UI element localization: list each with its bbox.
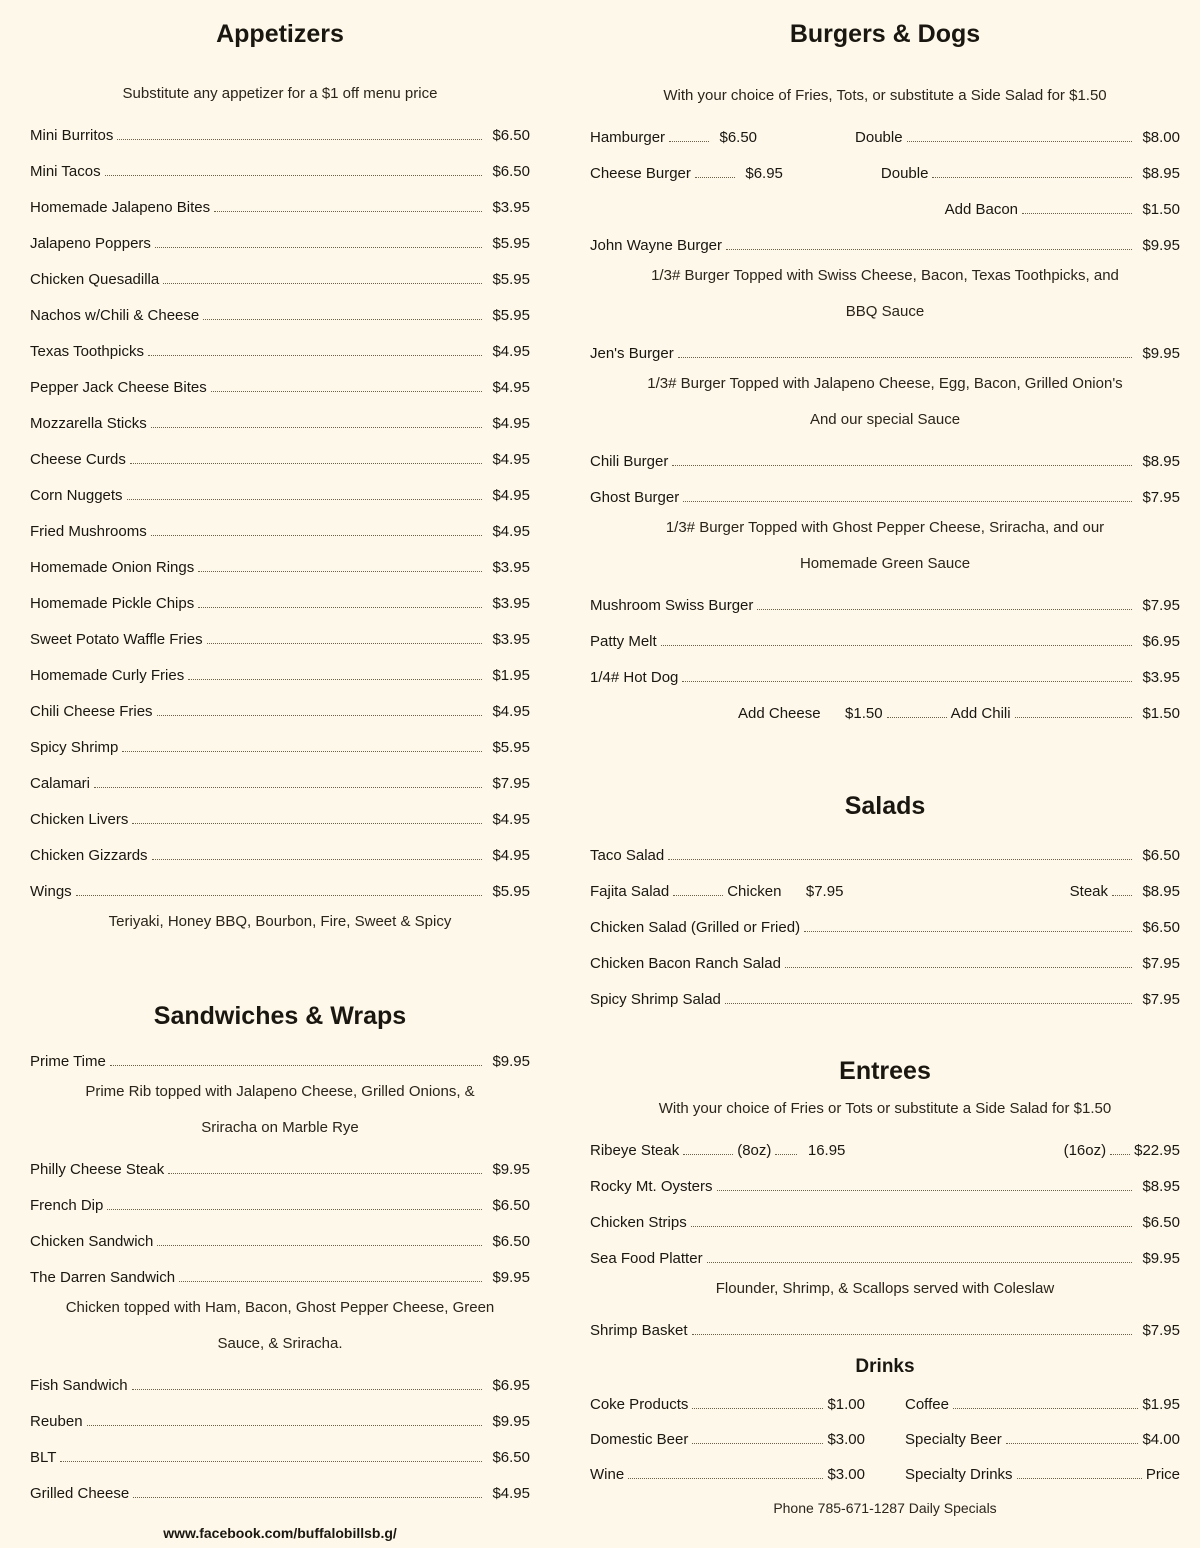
leader-dots: [155, 247, 482, 248]
item-name: Jen's Burger: [590, 345, 674, 362]
item-price: $4.95: [492, 487, 530, 504]
leader-dots: [130, 463, 482, 464]
menu-item: [30, 1218, 530, 1254]
appetizers-section: [30, 18, 530, 940]
drink-price: $4.00: [1142, 1431, 1180, 1448]
leader-dots: [1112, 895, 1132, 896]
menu-item: [30, 220, 530, 256]
ghost-burger-row: [590, 474, 1180, 510]
leader-dots: [672, 465, 1132, 466]
leader-dots: [692, 1443, 823, 1444]
leader-dots: [953, 1408, 1139, 1409]
burgers-title: Burgers & Dogs: [789, 20, 981, 48]
leader-dots: [683, 501, 1132, 502]
menu-item: [30, 436, 530, 472]
menu-item: [590, 940, 1180, 976]
item-price: $4.95: [492, 847, 530, 864]
drink-name: Specialty Drinks: [905, 1466, 1013, 1483]
item-name: Hamburger: [590, 129, 666, 146]
burgers-section: [590, 18, 1180, 726]
item-price: $3.95: [492, 199, 530, 216]
item-name: Add Bacon: [944, 201, 1018, 218]
leader-dots: [757, 609, 1132, 610]
drink-price: $1.00: [827, 1396, 865, 1413]
item-price: $9.95: [492, 1413, 530, 1430]
darren-note-2: Sauce, & Sriracha.: [217, 1335, 343, 1352]
leader-dots: [207, 643, 482, 644]
menu-item: [590, 976, 1180, 1012]
menu-item: [30, 256, 530, 292]
steak-label: Steak: [1069, 883, 1108, 900]
salad-list: [590, 904, 1180, 1012]
item-name: The Darren Sandwich: [30, 1269, 176, 1286]
leader-dots: [87, 1425, 482, 1426]
leader-dots: [678, 357, 1132, 358]
leader-dots: [132, 1389, 482, 1390]
menu-item: [590, 904, 1180, 940]
item-price: $4.95: [492, 1485, 530, 1502]
salads-section: [590, 790, 1180, 1012]
menu-item: [590, 654, 1180, 690]
leader-dots: [628, 1478, 823, 1479]
prime-time-note-2: Sriracha on Marble Rye: [201, 1119, 359, 1136]
price-8oz: 16.95: [807, 1142, 846, 1159]
item-name: Ghost Burger: [590, 489, 680, 506]
leader-dots: [94, 787, 482, 788]
item-name: Fish Sandwich: [30, 1377, 128, 1394]
item-name: Chicken Livers: [30, 811, 129, 828]
entree-list: [590, 1163, 1180, 1271]
fajita-salad-row: [590, 868, 1180, 904]
leader-dots: [1006, 1443, 1139, 1444]
leader-dots: [214, 211, 482, 212]
menu-item: [30, 868, 530, 904]
leader-dots: [717, 1190, 1132, 1191]
seafood-note: Flounder, Shrimp, & Scallops served with Coleslaw: [715, 1280, 1055, 1297]
item-name: Grilled Cheese: [30, 1485, 130, 1502]
item-name: Mushroom Swiss Burger: [590, 597, 754, 614]
drink-item: [590, 1466, 865, 1483]
item-name: Rocky Mt. Oysters: [590, 1178, 713, 1195]
leader-dots: [188, 679, 482, 680]
drink-item: [590, 1396, 865, 1413]
item-name: Texas Toothpicks: [30, 343, 144, 360]
item-name: Chicken Strips: [590, 1214, 687, 1231]
shrimp-basket-row: [590, 1307, 1180, 1343]
item-name: Jalapeno Poppers: [30, 235, 151, 252]
item-price: $6.95: [492, 1377, 530, 1394]
item-name: Ribeye Steak: [590, 1142, 680, 1159]
item-name: Chicken Gizzards: [30, 847, 148, 864]
item-price: $6.95: [1142, 633, 1180, 650]
leader-dots: [152, 859, 482, 860]
item-name: John Wayne Burger: [590, 237, 723, 254]
item-name: Chicken Salad (Grilled or Fried): [590, 919, 801, 936]
item-price: $7.95: [1142, 489, 1180, 506]
menu-item: [30, 652, 530, 688]
menu-item: [30, 832, 530, 868]
item-price: $9.95: [1142, 237, 1180, 254]
item-name: Corn Nuggets: [30, 487, 123, 504]
item-name: Homemade Jalapeno Bites: [30, 199, 211, 216]
item-price: $7.95: [1142, 597, 1180, 614]
drink-price: $3.00: [827, 1466, 865, 1483]
menu-item: [30, 364, 530, 400]
item-price: $4.95: [492, 811, 530, 828]
sandwich-list-b: [30, 1362, 530, 1506]
menu-item: [30, 184, 530, 220]
menu-item: [30, 400, 530, 436]
sandwiches-section: [30, 1000, 530, 1548]
item-name: Spicy Shrimp Salad: [590, 991, 721, 1008]
item-name: Chili Cheese Fries: [30, 703, 153, 720]
item-name: Chili Burger: [590, 453, 669, 470]
menu-item: [30, 1398, 530, 1434]
item-price: $3.95: [492, 595, 530, 612]
drink-item: [905, 1431, 1180, 1448]
leader-dots: [127, 499, 482, 500]
item-name: Sweet Potato Waffle Fries: [30, 631, 203, 648]
leader-dots: [163, 283, 482, 284]
leader-dots: [725, 1003, 1132, 1004]
jens-note-1: 1/3# Burger Topped with Jalapeno Cheese, Egg, Bacon, Grilled Onion's: [647, 375, 1123, 392]
leader-dots: [661, 645, 1132, 646]
item-price: $9.95: [1142, 1250, 1180, 1267]
leader-dots: [122, 751, 482, 752]
leader-dots: [692, 1334, 1132, 1335]
item-price: $6.50: [1142, 847, 1180, 864]
leader-dots: [673, 895, 723, 896]
menu-item: [30, 1434, 530, 1470]
menu-item: [590, 1163, 1180, 1199]
item-price: $9.95: [1142, 345, 1180, 362]
leader-dots: [60, 1461, 482, 1462]
sandwich-list-a: [30, 1146, 530, 1290]
menu-item: [30, 580, 530, 616]
jens-note-2: And our special Sauce: [809, 411, 961, 428]
jens-row: [590, 330, 1180, 366]
menu-item: [30, 1038, 530, 1074]
leader-dots: [151, 427, 482, 428]
item-name: Reuben: [30, 1413, 83, 1430]
item-name: Homemade Pickle Chips: [30, 595, 195, 612]
leader-dots: [198, 607, 482, 608]
burger-list: [590, 582, 1180, 690]
drink-name: Wine: [590, 1466, 625, 1483]
entrees-title: Entrees: [839, 1057, 931, 1085]
item-price: $8.95: [1142, 1178, 1180, 1195]
item-price: $6.50: [1142, 919, 1180, 936]
size-8oz: (8oz): [737, 1142, 772, 1159]
add-cheese-chili-row: [590, 690, 1180, 726]
chicken-price: $7.95: [805, 883, 844, 900]
leader-dots: [168, 1173, 482, 1174]
double-label: Double: [855, 129, 903, 146]
drinks-title: Drinks: [855, 1356, 915, 1377]
item-price: $1.50: [1142, 201, 1180, 218]
leader-dots: [1110, 1154, 1130, 1155]
item-price: $6.50: [492, 1197, 530, 1214]
leader-dots: [668, 859, 1132, 860]
item-price: $1.95: [492, 667, 530, 684]
item-name: BLT: [30, 1449, 57, 1466]
cheeseburger-row: [590, 150, 1180, 186]
item-price: $9.95: [492, 1269, 530, 1286]
menu-item: [30, 1470, 530, 1506]
menu-item: [30, 148, 530, 184]
item-price: $3.95: [492, 631, 530, 648]
item-name: Wings: [30, 883, 72, 900]
john-wayne-note-2: BBQ Sauce: [845, 303, 925, 320]
item-price: $7.95: [1142, 955, 1180, 972]
menu-item: [590, 1199, 1180, 1235]
menu-item: [30, 1146, 530, 1182]
add-bacon-row: [590, 186, 1180, 222]
item-price: $4.95: [492, 379, 530, 396]
drink-name: Domestic Beer: [590, 1431, 689, 1448]
add-chili-price: $1.50: [1142, 705, 1180, 722]
item-name: Nachos w/Chili & Cheese: [30, 307, 200, 324]
item-price: $7.95: [492, 775, 530, 792]
drinks-section: [590, 1352, 1180, 1523]
menu-item: [30, 292, 530, 328]
item-price: $6.95: [745, 165, 783, 182]
item-name: Sea Food Platter: [590, 1250, 703, 1267]
drink-name: Coke Products: [590, 1396, 689, 1413]
menu-item: [30, 724, 530, 760]
leader-dots: [76, 895, 482, 896]
item-price: $4.95: [492, 523, 530, 540]
item-price: $6.50: [492, 1233, 530, 1250]
item-price: $9.95: [492, 1161, 530, 1178]
item-price: $7.95: [1142, 1322, 1180, 1339]
item-name: Homemade Curly Fries: [30, 667, 185, 684]
leader-dots: [887, 717, 947, 718]
double-price: $8.00: [1142, 129, 1180, 146]
menu-item: [30, 760, 530, 796]
menu-item: [30, 508, 530, 544]
sandwiches-title: Sandwiches & Wraps: [153, 1002, 407, 1030]
item-name: Fajita Salad: [590, 883, 670, 900]
item-price: $3.95: [1142, 669, 1180, 686]
leader-dots: [151, 535, 482, 536]
leader-dots: [692, 1408, 823, 1409]
leader-dots: [1022, 213, 1132, 214]
leader-dots: [110, 1065, 482, 1066]
item-price: $6.50: [492, 1449, 530, 1466]
item-name: Patty Melt: [590, 633, 657, 650]
leader-dots: [148, 355, 482, 356]
add-cheese-label: Add Cheese: [738, 705, 821, 722]
leader-dots: [683, 1154, 733, 1155]
leader-dots: [1017, 1478, 1142, 1479]
price-16oz: $22.95: [1134, 1142, 1180, 1159]
entrees-note: With your choice of Fries or Tots or substitute a Side Salad for $1.50: [658, 1100, 1112, 1117]
drink-name: Specialty Beer: [905, 1431, 1002, 1448]
item-price: $6.50: [719, 129, 758, 146]
drinks-row: [590, 1417, 1180, 1452]
leader-dots: [132, 823, 482, 824]
menu-item: [30, 688, 530, 724]
item-name: Mozzarella Sticks: [30, 415, 147, 432]
leader-dots: [133, 1497, 482, 1498]
item-name: Pepper Jack Cheese Bites: [30, 379, 207, 396]
menu-item: [30, 328, 530, 364]
item-name: Cheese Burger: [590, 165, 691, 182]
menu-item: [30, 1254, 530, 1290]
drink-item: [905, 1396, 1180, 1413]
leader-dots: [932, 177, 1132, 178]
menu-item: [30, 112, 530, 148]
chicken-label: Chicken: [727, 883, 782, 900]
item-price: $5.95: [492, 739, 530, 756]
leader-dots: [907, 141, 1132, 142]
item-name: Chicken Quesadilla: [30, 271, 160, 288]
double-label: Double: [880, 165, 929, 182]
appetizers-note: Substitute any appetizer for a $1 off menu price: [122, 85, 438, 102]
drinks-row: [590, 1382, 1180, 1417]
leader-dots: [203, 319, 482, 320]
steak-price: $8.95: [1142, 883, 1180, 900]
leader-dots: [211, 391, 482, 392]
item-price: $3.95: [492, 559, 530, 576]
item-name: French Dip: [30, 1197, 104, 1214]
item-name: 1/4# Hot Dog: [590, 669, 679, 686]
menu-item: [30, 796, 530, 832]
item-price: $7.95: [1142, 991, 1180, 1008]
leader-dots: [682, 681, 1132, 682]
item-name: Shrimp Basket: [590, 1322, 688, 1339]
leader-dots: [198, 571, 482, 572]
menu-item: [30, 616, 530, 652]
item-price: $8.95: [1142, 453, 1180, 470]
item-name: Taco Salad: [590, 847, 665, 864]
appetizer-list: [30, 112, 530, 904]
item-price: $6.50: [492, 127, 530, 144]
salads-title: Salads: [844, 792, 926, 820]
item-name: Philly Cheese Steak: [30, 1161, 165, 1178]
leader-dots: [179, 1281, 482, 1282]
leader-dots: [691, 1226, 1132, 1227]
taco-salad-row: [590, 832, 1180, 868]
leader-dots: [157, 715, 482, 716]
drink-item: [905, 1466, 1180, 1483]
drink-name: Coffee: [905, 1396, 949, 1413]
item-price: $9.95: [492, 1053, 530, 1070]
burgers-note: With your choice of Fries, Tots, or substitute a Side Salad for $1.50: [663, 87, 1107, 104]
item-price: $5.95: [492, 307, 530, 324]
leader-dots: [669, 141, 709, 142]
item-price: $6.50: [1142, 1214, 1180, 1231]
prime-time-note-1: Prime Rib topped with Jalapeno Cheese, Grilled Onions, &: [85, 1083, 475, 1100]
leader-dots: [785, 967, 1132, 968]
menu-item: [590, 582, 1180, 618]
item-price: $4.95: [492, 703, 530, 720]
menu-item: [30, 472, 530, 508]
phone-daily-specials: Phone 785-671-1287 Daily Specials: [773, 1500, 997, 1516]
leader-dots: [117, 139, 482, 140]
item-name: Spicy Shrimp: [30, 739, 119, 756]
item-name: Cheese Curds: [30, 451, 126, 468]
menu-item: [590, 1235, 1180, 1271]
leader-dots: [707, 1262, 1132, 1263]
ghost-note-1: 1/3# Burger Topped with Ghost Pepper Cheese, Sriracha, and our: [665, 519, 1105, 536]
darren-note-1: Chicken topped with Ham, Bacon, Ghost Pepper Cheese, Green: [65, 1299, 495, 1316]
john-wayne-row: [590, 222, 1180, 258]
menu-item: [30, 1362, 530, 1398]
leader-dots: [107, 1209, 482, 1210]
item-price: $4.95: [492, 451, 530, 468]
item-price: $5.95: [492, 883, 530, 900]
leader-dots: [726, 249, 1132, 250]
drink-price: $1.95: [1142, 1396, 1180, 1413]
item-price: $4.95: [492, 415, 530, 432]
drink-price: Price: [1145, 1466, 1180, 1483]
add-chili-label: Add Chili: [950, 705, 1011, 722]
item-price: $5.95: [492, 271, 530, 288]
drink-price: $3.00: [827, 1431, 865, 1448]
hamburger-row: [590, 114, 1180, 150]
item-name: Chicken Bacon Ranch Salad: [590, 955, 781, 972]
leader-dots: [804, 931, 1132, 932]
drink-item: [590, 1431, 865, 1448]
item-name: Fried Mushrooms: [30, 523, 147, 540]
wings-flavors-note: Teriyaki, Honey BBQ, Bourbon, Fire, Sweet & Spicy: [108, 913, 452, 930]
drinks-list: [590, 1382, 1180, 1487]
item-price: $6.50: [492, 163, 530, 180]
item-name: Homemade Onion Rings: [30, 559, 195, 576]
size-16oz: (16oz): [1063, 1142, 1107, 1159]
item-name: Mini Tacos: [30, 163, 101, 180]
menu-item: [590, 618, 1180, 654]
item-price: $4.95: [492, 343, 530, 360]
add-cheese-price: $1.50: [845, 705, 883, 722]
menu-item: [30, 544, 530, 580]
item-price: $5.95: [492, 235, 530, 252]
entrees-section: [590, 1055, 1180, 1343]
john-wayne-note-1: 1/3# Burger Topped with Swiss Cheese, Bacon, Texas Toothpicks, and: [651, 267, 1119, 284]
drinks-row: [590, 1452, 1180, 1487]
leader-dots: [775, 1154, 797, 1155]
leader-dots: [1015, 717, 1132, 718]
leader-dots: [695, 177, 735, 178]
item-name: Calamari: [30, 775, 91, 792]
ghost-note-2: Homemade Green Sauce: [799, 555, 971, 572]
chili-burger-row: [590, 438, 1180, 474]
facebook-url[interactable]: www.facebook.com/buffalobillsb.g/: [163, 1525, 397, 1541]
item-name: Mini Burritos: [30, 127, 114, 144]
menu-item: [30, 1182, 530, 1218]
ribeye-row: [590, 1127, 1180, 1163]
item-name: Chicken Sandwich: [30, 1233, 154, 1250]
item-name: Prime Time: [30, 1053, 106, 1070]
leader-dots: [105, 175, 482, 176]
appetizers-title: Appetizers: [216, 20, 344, 48]
leader-dots: [157, 1245, 482, 1246]
double-price: $8.95: [1142, 165, 1180, 182]
